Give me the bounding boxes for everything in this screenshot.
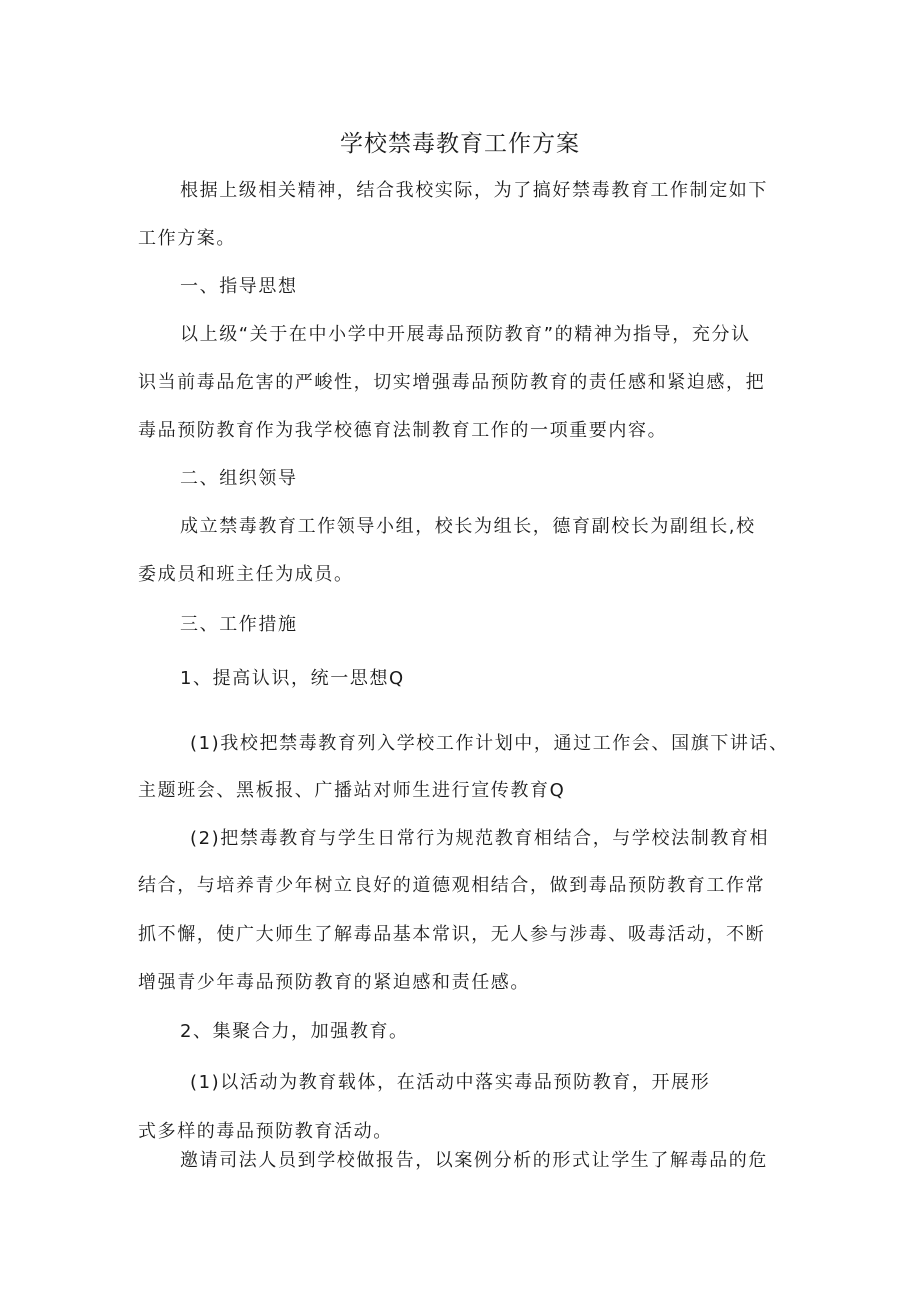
section-heading: 二、组织领导: [180, 468, 298, 489]
paragraph-line: 抓不懈，使广大师生了解毒品基本常识，无人参与涉毒、吸毒活动，不断: [138, 924, 766, 945]
subsection-heading: 1、提高认识，统一思想Q: [180, 668, 405, 689]
paragraph-line: 工作方案。: [138, 228, 236, 249]
paragraph-line: 邀请司法人员到学校做报告，以案例分析的形式让学生了解毒品的危: [180, 1150, 768, 1171]
paragraph-line: 式多样的毒品预防教育活动。: [138, 1121, 393, 1142]
paragraph-line: 根据上级相关精神，结合我校实际，为了搞好禁毒教育工作制定如下: [180, 180, 768, 201]
paragraph-line: (1)以活动为教育载体，在活动中落实毒品预防教育，开展形: [190, 1072, 711, 1093]
paragraph-line: 委成员和班主任为成员。: [138, 564, 354, 585]
paragraph-line: 毒品预防教育作为我学校德育法制教育工作的一项重要内容。: [138, 420, 668, 441]
paragraph-line: (2)把禁毒教育与学生日常行为规范教育相结合，与学校法制教育相: [190, 828, 770, 849]
paragraph-line: 识当前毒品危害的严峻性，切实增强毒品预防教育的责任感和紧迫感，把: [138, 372, 766, 393]
paragraph-line: 成立禁毒教育工作领导小组，校长为组长，德育副校长为副组长,校: [180, 516, 756, 537]
paragraph-line: (1)我校把禁毒教育列入学校工作计划中，通过工作会、国旗下讲话、: [190, 733, 789, 754]
section-heading: 三、工作措施: [180, 614, 298, 635]
section-heading: 一、指导思想: [180, 276, 298, 297]
paragraph-line: 增强青少年毒品预防教育的紧迫感和责任感。: [138, 972, 530, 993]
document-title: 学校禁毒教育工作方案: [340, 131, 580, 157]
paragraph-line: 结合，与培养青少年树立良好的道德观相结合，做到毒品预防教育工作常: [138, 875, 766, 896]
paragraph-line: 主题班会、黑板报、广播站对师生进行宣传教育Q: [138, 780, 566, 801]
paragraph-line: 以上级“关于在中小学中开展毒品预防教育”的精神为指导，充分认: [180, 324, 751, 345]
subsection-heading: 2、集聚合力，加强教育。: [180, 1021, 409, 1042]
